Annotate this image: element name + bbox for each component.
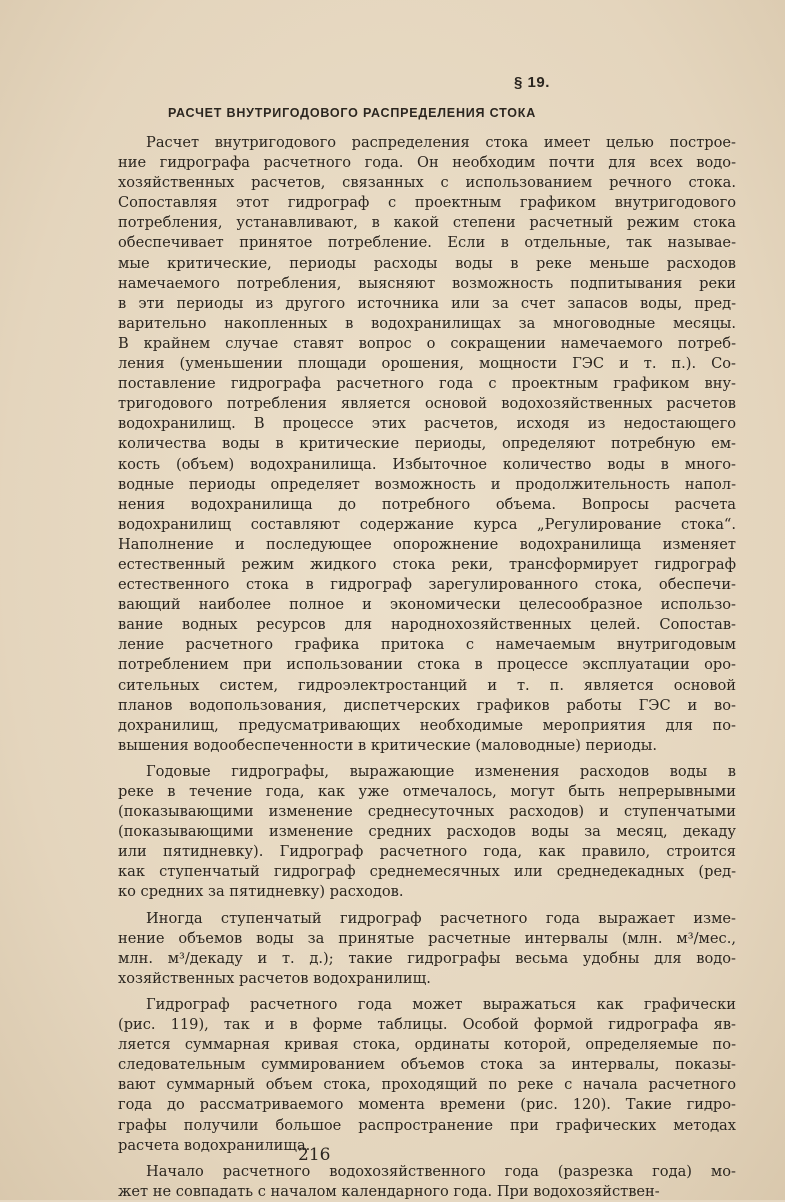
text-line: водные периоды определяет возможность и продолжительность напол- <box>118 475 736 493</box>
text-line: водохранилищ составляют содержание курса „Регулирование стока“. <box>118 515 736 533</box>
paragraph <box>118 995 736 1156</box>
text-line: расчета водохранилища. <box>118 1136 311 1154</box>
text-line: кость (объем) водохранилища. Избыточное количество воды в много- <box>118 455 736 473</box>
text-line: Наполнение и последующее опорожнение водохранилища изменяет <box>118 535 736 553</box>
text-line: вание водных ресурсов для народнохозяйственных целей. Сопостав- <box>118 616 736 634</box>
text-line: естественный режим жидкого стока реки, трансформирует гидрограф <box>118 555 736 573</box>
text-line: ления (уменьшении площади орошения, мощности ГЭС и т. п.). Со- <box>118 355 736 373</box>
paragraph <box>118 133 736 756</box>
body-text <box>118 133 736 1202</box>
text-line: (рис. 119), так и в форме таблицы. Особой формой гидрографа яв- <box>118 1016 736 1034</box>
text-line: (показывающими изменение среднесуточных расходов) и ступенчатыми <box>118 803 736 821</box>
text-line: реке в течение года, как уже отмечалось, могут быть непрерывными <box>118 783 736 800</box>
text-line: Иногда ступенчатый гидрограф расчетного года выражает изме- <box>146 909 736 927</box>
text-line: ние гидрографа расчетного года. Он необходим почти для всех водо- <box>118 154 736 172</box>
text-line: хозяйственных расчетов водохранилищ. <box>118 969 431 987</box>
text-line: варительно накопленных в водохранилищах за многоводные месяцы. <box>118 314 736 332</box>
paragraph-container <box>118 133 736 1202</box>
paragraph <box>118 909 736 989</box>
text-line: водохранилищ. В процессе этих расчетов, исходя из недостающего <box>118 415 736 433</box>
text-line: В крайнем случае ставят вопрос о сокращении намечаемого потреб- <box>118 334 736 352</box>
text-line: потребления, устанавливают, в какой степени расчетный режим стока <box>118 214 736 232</box>
text-line: намечаемого потребления, выясняют возможность подпитывания реки <box>118 274 736 292</box>
text-line: вают суммарный объем стока, проходящий по реке с начала расчетного <box>118 1076 736 1094</box>
paragraph <box>118 762 736 903</box>
text-line: в эти периоды из другого источника или за счет запасов воды, пред- <box>118 294 736 312</box>
text-line: вающий наиболее полное и экономически целесообразное использо- <box>118 596 736 614</box>
text-line: Гидрограф расчетного года может выражаться как графически <box>146 995 736 1013</box>
page-number: 216 <box>298 1145 331 1165</box>
text-line: планов водопользования, диспетчерских графиков работы ГЭС и во- <box>118 696 736 714</box>
text-line: Сопоставляя этот гидрограф с проектным графиком внутригодового <box>118 194 736 212</box>
text-line: (показывающими изменение средних расходов воды за месяц, декаду <box>118 823 736 841</box>
section-title: РАСЧЕТ ВНУТРИГОДОВОГО РАСПРЕДЕЛЕНИЯ СТОКА <box>168 106 537 120</box>
text-line: ляется суммарная кривая стока, ординаты которой, определяемые по- <box>118 1036 736 1054</box>
text-line: мые критические, периоды расходы воды в реке меньше расходов <box>118 254 736 272</box>
text-line: нение объемов воды за принятые расчетные интервалы (млн. м³/мес., <box>118 929 736 947</box>
text-line: млн. м³/декаду и т. д.); такие гидрографы весьма удобны для водо- <box>118 949 736 967</box>
text-line: жет не совпадать с началом календарного года. При водохозяйствен- <box>118 1182 660 1200</box>
text-line: следовательным суммированием объемов стока за интервалы, показы- <box>118 1056 736 1074</box>
text-line: поставление гидрографа расчетного года с проектным графиком вну- <box>118 375 736 393</box>
text-line: Годовые гидрографы, выражающие изменения расходов воды в <box>146 762 736 780</box>
text-line: года до рассматриваемого момента времени (рис. 120). Такие гидро- <box>118 1096 736 1114</box>
text-line: потреблением при использовании стока в процессе эксплуатации оро- <box>118 656 736 674</box>
section-number: § 19. <box>514 74 550 91</box>
text-line: дохранилищ, предусматривающих необходимые мероприятия для по- <box>118 716 736 734</box>
text-line: как ступенчатый гидрограф среднемесячных или среднедекадных (ред- <box>118 863 736 881</box>
text-line: сительных систем, гидроэлектростанций и т. п. является основой <box>118 676 736 694</box>
text-line: ко средних за пятидневку) расходов. <box>118 883 404 901</box>
text-line: вышения водообеспеченности в критические (маловодные) периоды. <box>118 736 657 754</box>
text-line: количества воды в критические периоды, определяют потребную ем- <box>118 435 736 453</box>
text-line: графы получили большое распространение при графических методах <box>118 1116 736 1134</box>
text-line: обеспечивает принятое потребление. Если в отдельные, так называе- <box>118 234 736 252</box>
text-line: естественного стока в гидрограф зарегулированного стока, обеспечи- <box>118 576 736 594</box>
text-line: Начало расчетного водохозяйственного года (разрезка года) мо- <box>146 1162 736 1180</box>
paragraph <box>118 1162 736 1202</box>
text-line: нения водохранилища до потребного объема. Вопросы расчета <box>118 495 736 513</box>
text-line: Расчет внутригодового распределения стока имеет целью построе- <box>146 134 736 151</box>
text-line: или пятидневку). Гидрограф расчетного года, как правило, строится <box>118 843 736 861</box>
text-line: тригодового потребления является основой водохозяйственных расчетов <box>118 395 736 413</box>
text-line: ление расчетного графика притока с намечаемым внутригодовым <box>118 636 736 654</box>
text-line: хозяйственных расчетов, связанных с использованием речного стока. <box>118 174 736 192</box>
